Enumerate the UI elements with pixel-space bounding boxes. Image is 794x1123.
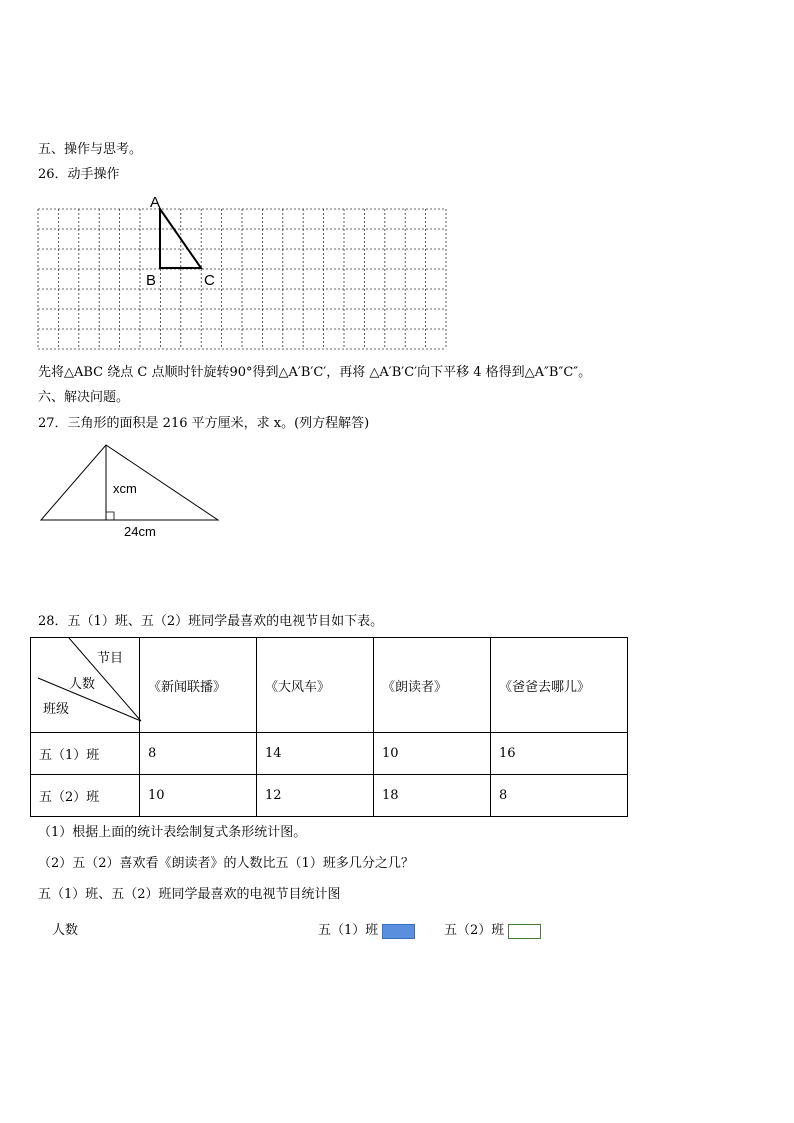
right-angle-mark [106,512,114,520]
table-cell: 8 [491,775,628,817]
row-label: 五（1）班 [31,733,140,775]
height-label: xcm [113,481,137,496]
table-cell: 12 [257,775,374,817]
legend-label-class2: 五（2）班 [444,923,505,938]
question-26-instruction: 先将△ABC 绕点 C 点顺时针旋转90°得到△A′B′C′，再将 △A′B′C′向下平移 4 格得到△A″B″C″。 [38,365,592,380]
table-cell: 14 [257,733,374,775]
question-27-title: 27．三角形的面积是 216 平方厘米，求 x。(列方程解答) [38,416,370,431]
vertex-b-label: B [146,272,157,289]
grid-figure [36,190,456,350]
table-cell: 10 [140,775,257,817]
tv-program-table [30,637,628,817]
table-cell: 16 [491,733,628,775]
table-cell: 18 [374,775,491,817]
triangle-figure [38,440,228,545]
table-header-row [31,638,628,733]
corner-label-count: 人数 [69,677,96,692]
chart-title: 五（1）班、五（2）班同学最喜欢的电视节目统计图 [38,887,341,902]
corner-label-program: 节目 [97,651,124,666]
table-row [31,775,628,817]
row-label: 五（2）班 [31,775,140,817]
question-28-title: 28．五（1）班、五（2）班同学最喜欢的电视节目如下表。 [38,614,384,629]
vertex-c-label: C [204,272,215,289]
column-header: 《朗读者》 [374,638,491,733]
section-5-heading: 五、操作与思考。 [38,142,143,157]
legend-label-class1: 五（1）班 [318,923,379,938]
section-6-heading: 六、解决问题。 [38,390,130,405]
question-28-sub1: （1）根据上面的统计表绘制复式条形统计图。 [38,825,307,840]
base-label: 24cm [124,524,156,539]
corner-label-class: 班级 [43,702,70,717]
table-cell: 10 [374,733,491,775]
column-header: 《爸爸去哪儿》 [491,638,628,733]
chart-y-label: 人数 [52,923,79,938]
legend-swatch-class1 [382,924,415,939]
column-header: 《大风车》 [257,638,374,733]
table-cell: 8 [140,733,257,775]
corner-cell [31,638,140,733]
question-28-sub2: （2）五（2）喜欢看《朗读者》的人数比五（1）班多几分之几？ [38,856,414,871]
vertex-a-label: A [150,194,161,211]
question-26-title: 26．动手操作 [38,167,120,182]
column-header: 《新闻联播》 [140,638,257,733]
table-row [31,733,628,775]
legend-swatch-class2 [508,924,541,939]
